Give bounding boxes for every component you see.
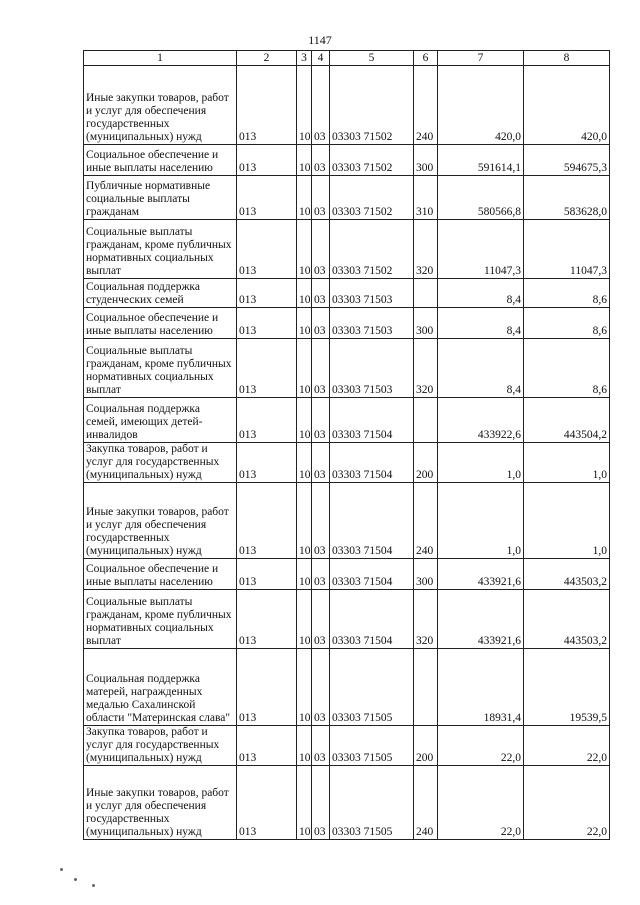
row-c5: 03303 71505 (330, 649, 414, 726)
row-c6: 240 (414, 66, 438, 145)
row-c4: 03 (312, 726, 330, 766)
row-c8: 1,0 (524, 443, 610, 483)
row-c3: 10 (297, 649, 312, 726)
row-c3: 10 (297, 145, 312, 176)
row-c3: 10 (297, 483, 312, 559)
row-c2: 013 (237, 398, 297, 443)
row-name: Социальная поддержка семей, имеющих детей-инвалидов (84, 398, 237, 443)
row-c6: 300 (414, 145, 438, 176)
table-row (84, 649, 610, 726)
row-c5: 03303 71502 (330, 176, 414, 220)
row-c7: 22,0 (438, 766, 524, 840)
row-c7: 1,0 (438, 443, 524, 483)
row-c2: 013 (237, 590, 297, 649)
row-c5: 03303 71503 (330, 308, 414, 339)
row-name: Социальные выплаты гражданам, кроме публичных нормативных социальных выплат (84, 339, 237, 398)
row-c4: 03 (312, 145, 330, 176)
row-c6 (414, 279, 438, 308)
row-c6: 240 (414, 483, 438, 559)
row-name: Социальная поддержка студенческих семей (84, 279, 237, 308)
row-c4: 03 (312, 649, 330, 726)
row-c7: 433921,6 (438, 590, 524, 649)
row-c3: 10 (297, 443, 312, 483)
row-c6 (414, 649, 438, 726)
table-header-row (84, 51, 610, 66)
table-row (84, 590, 610, 649)
row-name: Публичные нормативные социальные выплаты гражданам (84, 176, 237, 220)
col-header: 5 (330, 51, 414, 66)
row-c8: 420,0 (524, 66, 610, 145)
row-c7: 420,0 (438, 66, 524, 145)
row-c7: 580566,8 (438, 176, 524, 220)
row-name: Иные закупки товаров, работ и услуг для обеспечения государственных (муниципальных) нужд (84, 483, 237, 559)
row-c3: 10 (297, 308, 312, 339)
row-c3: 10 (297, 398, 312, 443)
row-c2: 013 (237, 443, 297, 483)
row-c3: 10 (297, 66, 312, 145)
row-c2: 013 (237, 176, 297, 220)
row-c2: 013 (237, 649, 297, 726)
row-c2: 013 (237, 220, 297, 279)
row-c6: 300 (414, 559, 438, 590)
row-name: Социальные выплаты гражданам, кроме публичных нормативных социальных выплат (84, 220, 237, 279)
scan-speck (60, 868, 63, 871)
row-c8: 443503,2 (524, 559, 610, 590)
row-name: Социальные выплаты гражданам, кроме публичных нормативных социальных выплат (84, 590, 237, 649)
row-c4: 03 (312, 590, 330, 649)
row-c7: 591614,1 (438, 145, 524, 176)
row-c3: 10 (297, 590, 312, 649)
table-row (84, 176, 610, 220)
table-row (84, 766, 610, 840)
row-c4: 03 (312, 398, 330, 443)
row-c6: 200 (414, 726, 438, 766)
row-c4: 03 (312, 308, 330, 339)
row-c5: 03303 71505 (330, 726, 414, 766)
row-c2: 013 (237, 726, 297, 766)
col-header: 3 (297, 51, 312, 66)
row-c8: 443504,2 (524, 398, 610, 443)
row-name: Закупка товаров, работ и услуг для государственных (муниципальных) нужд (84, 443, 237, 483)
col-header: 4 (312, 51, 330, 66)
row-c8: 1,0 (524, 483, 610, 559)
row-c2: 013 (237, 308, 297, 339)
col-header: 8 (524, 51, 610, 66)
row-c5: 03303 71504 (330, 590, 414, 649)
table-row (84, 279, 610, 308)
row-c8: 594675,3 (524, 145, 610, 176)
scan-speck (74, 878, 77, 881)
table-row (84, 726, 610, 766)
row-c4: 03 (312, 766, 330, 840)
row-c6: 200 (414, 443, 438, 483)
row-c5: 03303 71504 (330, 483, 414, 559)
row-c4: 03 (312, 220, 330, 279)
row-c3: 10 (297, 339, 312, 398)
row-c2: 013 (237, 279, 297, 308)
row-c5: 03303 71505 (330, 766, 414, 840)
row-c2: 013 (237, 339, 297, 398)
budget-table (83, 50, 610, 840)
row-c4: 03 (312, 279, 330, 308)
row-c5: 03303 71503 (330, 339, 414, 398)
row-c4: 03 (312, 176, 330, 220)
row-c6: 320 (414, 220, 438, 279)
row-c8: 22,0 (524, 766, 610, 840)
row-c7: 8,4 (438, 308, 524, 339)
row-c5: 03303 71502 (330, 145, 414, 176)
row-c6 (414, 398, 438, 443)
row-c6: 310 (414, 176, 438, 220)
row-c4: 03 (312, 483, 330, 559)
col-header: 1 (84, 51, 237, 66)
table-row (84, 559, 610, 590)
row-c3: 10 (297, 176, 312, 220)
col-header: 7 (438, 51, 524, 66)
row-c5: 03303 71504 (330, 443, 414, 483)
row-c8: 443503,2 (524, 590, 610, 649)
row-c7: 1,0 (438, 483, 524, 559)
row-c4: 03 (312, 443, 330, 483)
table-row (84, 220, 610, 279)
row-name: Социальное обеспечение и иные выплаты населению (84, 145, 237, 176)
row-c6: 320 (414, 590, 438, 649)
row-c5: 03303 71502 (330, 66, 414, 145)
row-c4: 03 (312, 339, 330, 398)
row-c2: 013 (237, 66, 297, 145)
row-name: Иные закупки товаров, работ и услуг для обеспечения государственных (муниципальных) нужд (84, 766, 237, 840)
row-c7: 18931,4 (438, 649, 524, 726)
row-c8: 583628,0 (524, 176, 610, 220)
row-c7: 11047,3 (438, 220, 524, 279)
row-c8: 11047,3 (524, 220, 610, 279)
row-c8: 8,6 (524, 308, 610, 339)
col-header: 6 (414, 51, 438, 66)
table-row (84, 66, 610, 145)
row-c4: 03 (312, 559, 330, 590)
row-c3: 10 (297, 279, 312, 308)
table-row (84, 398, 610, 443)
row-c5: 03303 71504 (330, 559, 414, 590)
row-c2: 013 (237, 559, 297, 590)
row-c6: 240 (414, 766, 438, 840)
row-c5: 03303 71504 (330, 398, 414, 443)
scan-speck (92, 884, 95, 887)
row-c2: 013 (237, 145, 297, 176)
row-name: Социальное обеспечение и иные выплаты населению (84, 308, 237, 339)
row-name: Иные закупки товаров, работ и услуг для обеспечения государственных (муниципальных) нужд (84, 66, 237, 145)
row-c8: 22,0 (524, 726, 610, 766)
row-c7: 8,4 (438, 339, 524, 398)
row-c6: 320 (414, 339, 438, 398)
row-c7: 433922,6 (438, 398, 524, 443)
table-row (84, 443, 610, 483)
row-c3: 10 (297, 559, 312, 590)
row-c8: 19539,5 (524, 649, 610, 726)
row-c7: 22,0 (438, 726, 524, 766)
table-row (84, 145, 610, 176)
row-c2: 013 (237, 766, 297, 840)
page-number: 1147 (308, 33, 332, 47)
row-c5: 03303 71503 (330, 279, 414, 308)
row-c4: 03 (312, 66, 330, 145)
row-c3: 10 (297, 726, 312, 766)
row-c8: 8,6 (524, 279, 610, 308)
row-name: Закупка товаров, работ и услуг для государственных (муниципальных) нужд (84, 726, 237, 766)
row-name: Социальное обеспечение и иные выплаты населению (84, 559, 237, 590)
row-c8: 8,6 (524, 339, 610, 398)
row-c5: 03303 71502 (330, 220, 414, 279)
row-c6: 300 (414, 308, 438, 339)
row-c3: 10 (297, 766, 312, 840)
table-row (84, 308, 610, 339)
row-c7: 433921,6 (438, 559, 524, 590)
col-header: 2 (237, 51, 297, 66)
table-row (84, 483, 610, 559)
table-row (84, 339, 610, 398)
row-c2: 013 (237, 483, 297, 559)
row-c3: 10 (297, 220, 312, 279)
row-name: Социальная поддержка матерей, награжденных медалью Сахалинской области "Материнская слава" (84, 649, 237, 726)
row-c7: 8,4 (438, 279, 524, 308)
